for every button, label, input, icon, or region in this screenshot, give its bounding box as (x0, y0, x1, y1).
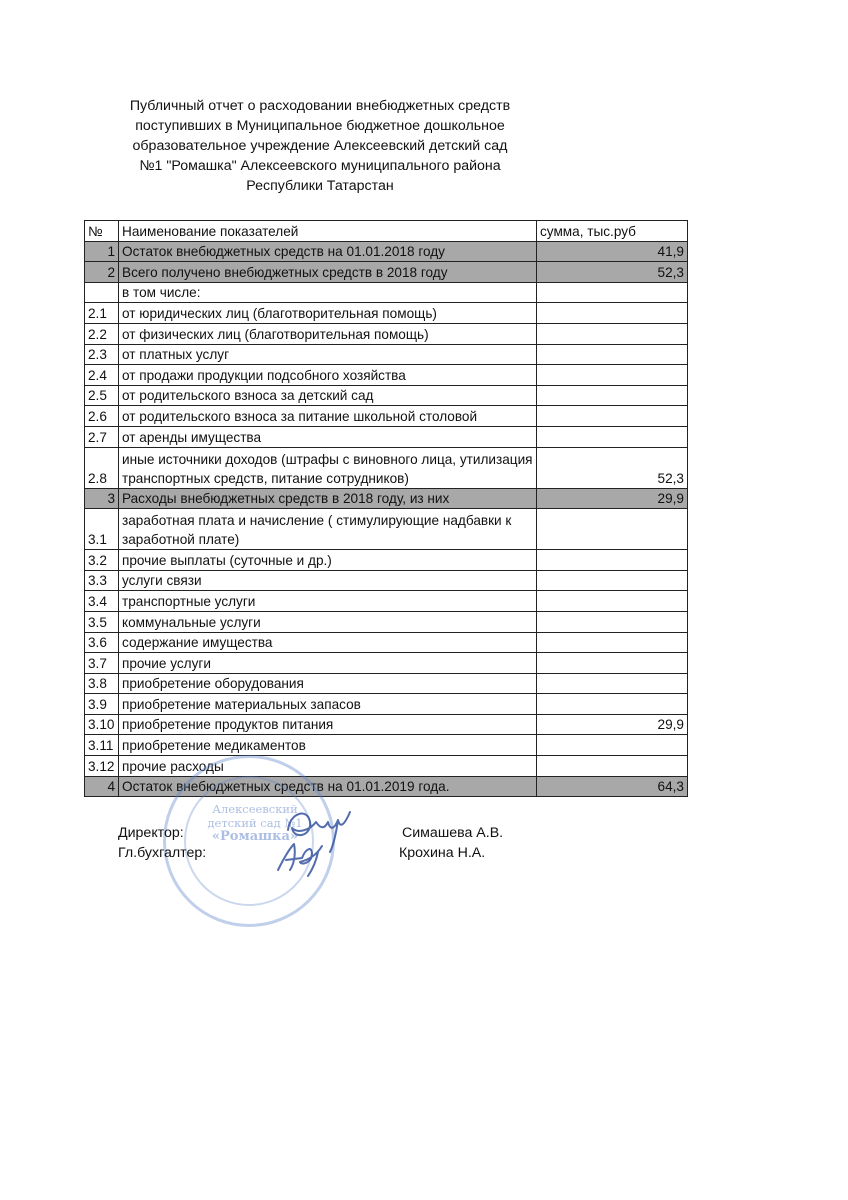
stamp-line: «Ромашка» (211, 829, 299, 844)
row-indicator: прочие услуги (119, 653, 537, 674)
table-row (85, 735, 688, 756)
row-number: 3.7 (85, 653, 119, 674)
row-indicator: от юридических лиц (благотворительная помощь) (119, 303, 537, 324)
row-amount: 52,3 (537, 447, 688, 488)
row-amount: 64,3 (537, 776, 688, 797)
table-row (85, 673, 688, 694)
row-amount (537, 406, 688, 427)
row-amount (537, 756, 688, 777)
report-title (120, 96, 520, 196)
row-number: 2.6 (85, 406, 119, 427)
row-number: 3.12 (85, 756, 119, 777)
table-row (85, 591, 688, 612)
row-indicator: содержание имущества (119, 632, 537, 653)
row-indicator: приобретение оборудования (119, 673, 537, 694)
row-amount (537, 653, 688, 674)
accountant-label: Гл.бухгалтер: (118, 845, 207, 861)
row-indicator: Остаток внебюджетных средств на 01.01.2019 года. (119, 776, 537, 797)
row-indicator: от продажи продукции подсобного хозяйства (119, 365, 537, 386)
row-indicator: иные источники доходов (штрафы с виновного лица, утилизация транспортных средств, питание сотрудников) (119, 447, 537, 488)
title-line: Республики Татарстан (246, 178, 394, 194)
table-row (85, 385, 688, 406)
row-indicator: от платных услуг (119, 344, 537, 365)
row-indicator: Всего получено внебюджетных средств в 2018 году (119, 262, 537, 283)
director-label: Директор: (118, 825, 184, 841)
header-number: № (85, 221, 119, 242)
row-number (85, 282, 119, 303)
row-indicator: приобретение медикаментов (119, 735, 537, 756)
row-indicator: приобретение материальных запасов (119, 694, 537, 715)
table-row (85, 632, 688, 653)
accountant-name: Крохина Н.А. (399, 845, 486, 861)
row-number: 2.5 (85, 385, 119, 406)
row-indicator: от физических лиц (благотворительная помощь) (119, 323, 537, 344)
row-number: 2.7 (85, 426, 119, 447)
title-line: №1 "Ромашка" Алексеевского муниципального района (139, 158, 501, 174)
row-indicator: Остаток внебюджетных средств на 01.01.2018 году (119, 241, 537, 262)
table-row (85, 550, 688, 571)
row-indicator: от родительского взноса за детский сад (119, 385, 537, 406)
table-row (85, 406, 688, 427)
row-amount: 29,9 (537, 714, 688, 735)
row-number: 3.6 (85, 632, 119, 653)
header-indicator: Наименование показателей (119, 221, 537, 242)
table-row (85, 776, 688, 797)
row-amount (537, 570, 688, 591)
table-row (85, 611, 688, 632)
row-indicator: от аренды имущества (119, 426, 537, 447)
row-number: 2.4 (85, 365, 119, 386)
row-amount (537, 365, 688, 386)
row-indicator: заработная плата и начисление ( стимулирующие надбавки к заработной плате) (119, 509, 537, 550)
row-number: 2.1 (85, 303, 119, 324)
row-indicator: Расходы внебюджетных средств в 2018 году, из них (119, 488, 537, 509)
row-amount (537, 632, 688, 653)
row-number: 3.2 (85, 550, 119, 571)
row-number: 2 (85, 262, 119, 283)
title-line: образовательное учреждение Алексеевский детский сад (132, 138, 508, 154)
row-amount (537, 344, 688, 365)
row-number: 2.3 (85, 344, 119, 365)
row-indicator: услуги связи (119, 570, 537, 591)
table-row (85, 344, 688, 365)
table-row (85, 262, 688, 283)
row-number: 3.10 (85, 714, 119, 735)
row-number: 3.9 (85, 694, 119, 715)
row-indicator: от родительского взноса за питание школьной столовой (119, 406, 537, 427)
row-indicator: прочие выплаты (суточные и др.) (119, 550, 537, 571)
table-row (85, 447, 688, 488)
row-amount (537, 303, 688, 324)
title-line: поступивших в Муниципальное бюджетное дошкольное (135, 118, 505, 134)
row-amount (537, 426, 688, 447)
table-row (85, 426, 688, 447)
row-amount (537, 550, 688, 571)
row-amount (537, 323, 688, 344)
accountant-signature (272, 838, 332, 878)
row-amount: 29,9 (537, 488, 688, 509)
director-name: Симашева А.В. (402, 825, 504, 841)
row-amount (537, 591, 688, 612)
table-row (85, 653, 688, 674)
row-amount (537, 735, 688, 756)
row-number: 3.3 (85, 570, 119, 591)
row-indicator: приобретение продуктов питания (119, 714, 537, 735)
row-amount (537, 673, 688, 694)
row-indicator: транспортные услуги (119, 591, 537, 612)
table-row (85, 714, 688, 735)
row-number: 4 (85, 776, 119, 797)
row-amount (537, 385, 688, 406)
stamp-line: Алексеевский (212, 802, 298, 816)
report-table (84, 220, 688, 797)
row-indicator: прочие расходы (119, 756, 537, 777)
table-row (85, 323, 688, 344)
table-row (85, 509, 688, 550)
title-line: Публичный отчет о расходовании внебюджетных средств (129, 98, 511, 114)
row-amount (537, 611, 688, 632)
table-row (85, 282, 688, 303)
row-amount: 52,3 (537, 262, 688, 283)
table-row (85, 488, 688, 509)
row-amount (537, 509, 688, 550)
row-amount (537, 694, 688, 715)
row-number: 3.5 (85, 611, 119, 632)
header-amount: сумма, тыс.руб (537, 221, 688, 242)
table-row (85, 694, 688, 715)
table-row (85, 570, 688, 591)
row-amount: 41,9 (537, 241, 688, 262)
stamp-line: детский сад №1 (207, 816, 303, 830)
row-amount (537, 282, 688, 303)
table-row (85, 241, 688, 262)
table-header-row (85, 221, 688, 242)
table-row (85, 303, 688, 324)
row-number: 3 (85, 488, 119, 509)
row-number: 1 (85, 241, 119, 262)
row-number: 2.2 (85, 323, 119, 344)
table-row (85, 756, 688, 777)
table-row (85, 365, 688, 386)
row-number: 3.1 (85, 509, 119, 550)
row-number: 3.11 (85, 735, 119, 756)
row-indicator: коммунальные услуги (119, 611, 537, 632)
row-indicator: в том числе: (119, 282, 537, 303)
row-number: 2.8 (85, 447, 119, 488)
row-number: 3.8 (85, 673, 119, 694)
row-number: 3.4 (85, 591, 119, 612)
